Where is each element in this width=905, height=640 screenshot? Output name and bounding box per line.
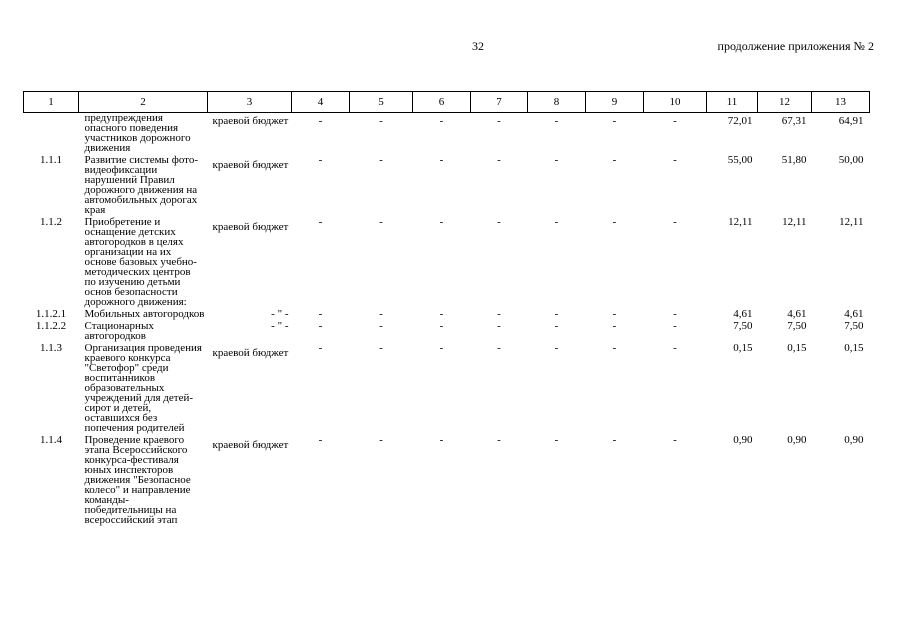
table-row <box>24 341 870 433</box>
cell-col9: - <box>612 308 617 320</box>
item-number: 1.1.2 <box>40 216 62 228</box>
continuation-label: продолжение приложения № 2 <box>717 39 874 53</box>
value-col13: 50,00 <box>838 154 864 166</box>
funding-source: - " - <box>271 308 289 320</box>
value-col12: 0,15 <box>787 342 807 354</box>
value-col11: 7,50 <box>733 320 753 332</box>
cell-col9: - <box>612 320 617 332</box>
item-number: 1.1.2.1 <box>35 308 67 320</box>
column-header: 10 <box>644 92 707 113</box>
cell-col6: - <box>439 154 444 166</box>
cell-col7: - <box>497 154 501 166</box>
table-row <box>24 215 870 307</box>
cell-col5: - <box>379 434 383 446</box>
value-col13: 12,11 <box>839 216 864 228</box>
cell-col6: - <box>439 308 444 320</box>
cell-col7: - <box>497 308 501 320</box>
column-header: 8 <box>528 92 586 113</box>
item-description: Приобретение и оснащение детских автогородков в целях организации на их основе базовых учебно-методических центров по изучению детьми основ безопасности дорожного движения: <box>84 216 197 308</box>
value-col11: 12,11 <box>728 216 753 228</box>
item-description: Мобильных автогородков <box>84 308 205 320</box>
cell-col9: - <box>612 216 617 228</box>
column-header: 4 <box>292 92 350 113</box>
table-row <box>24 113 870 154</box>
value-col11: 0,15 <box>733 342 753 354</box>
value-col12: 4,61 <box>787 308 807 320</box>
cell-col7: - <box>497 320 501 332</box>
table-row <box>24 307 870 319</box>
column-header: 7 <box>471 92 528 113</box>
column-header: 13 <box>812 92 870 113</box>
column-header: 9 <box>586 92 644 113</box>
cell-col7: - <box>497 216 501 228</box>
column-header: 6 <box>413 92 471 113</box>
cell-col10: - <box>673 342 677 354</box>
item-number: 1.1.1 <box>40 154 62 166</box>
column-header: 2 <box>79 92 208 113</box>
value-col12: 0,90 <box>787 434 807 446</box>
cell-col6: - <box>439 342 444 354</box>
column-header: 12 <box>758 92 812 113</box>
cell-col7: - <box>497 115 501 127</box>
cell-col4: - <box>318 342 323 354</box>
cell-col4: - <box>318 154 323 166</box>
cell-col6: - <box>439 115 444 127</box>
table-row <box>24 153 870 215</box>
value-col13: 0,15 <box>844 342 864 354</box>
item-number: 1.1.3 <box>40 342 62 354</box>
funding-source: краевой бюджет <box>212 439 289 451</box>
table-row <box>24 319 870 341</box>
item-number: 1.1.2.2 <box>35 320 67 332</box>
table-row <box>24 433 870 525</box>
column-number-row <box>24 92 870 113</box>
cell-col8: - <box>554 320 559 332</box>
cell-col5: - <box>379 115 383 127</box>
funding-source: краевой бюджет <box>212 221 289 233</box>
cell-col7: - <box>497 342 501 354</box>
funding-source: - " - <box>271 320 289 332</box>
cell-col7: - <box>497 434 501 446</box>
cell-col5: - <box>379 216 383 228</box>
cell-col10: - <box>673 154 677 166</box>
value-col13: 7,50 <box>844 320 864 332</box>
cell-col8: - <box>554 434 559 446</box>
item-number: 1.1.4 <box>40 434 62 446</box>
item-description: Проведение краевого этапа Всероссийского конкурса-фестиваля юных инспекторов движения "Безопасное колесо" и направление команды-победительницы на всероссийский этап <box>84 434 191 526</box>
column-header: 1 <box>24 92 79 113</box>
value-col13: 4,61 <box>844 308 864 320</box>
cell-col6: - <box>439 434 444 446</box>
column-header: 11 <box>707 92 758 113</box>
budget-table <box>23 91 870 525</box>
value-col11: 72,01 <box>727 115 753 127</box>
funding-source: краевой бюджет <box>212 159 289 171</box>
cell-col5: - <box>379 308 383 320</box>
value-col12: 67,31 <box>781 115 807 127</box>
cell-col8: - <box>554 216 559 228</box>
cell-col5: - <box>379 154 383 166</box>
value-col11: 4,61 <box>733 308 753 320</box>
cell-col10: - <box>673 115 677 127</box>
funding-source: краевой бюджет <box>212 347 289 359</box>
column-header: 3 <box>208 92 292 113</box>
value-col11: 0,90 <box>733 434 753 446</box>
cell-col8: - <box>554 308 559 320</box>
cell-col8: - <box>554 154 559 166</box>
cell-col9: - <box>612 115 617 127</box>
cell-col4: - <box>318 320 323 332</box>
cell-col6: - <box>439 216 444 228</box>
value-col12: 7,50 <box>787 320 807 332</box>
cell-col5: - <box>379 342 383 354</box>
cell-col4: - <box>318 308 323 320</box>
cell-col9: - <box>612 434 617 446</box>
cell-col4: - <box>318 216 323 228</box>
cell-col9: - <box>612 154 617 166</box>
item-description: Организация проведения краевого конкурса "Светофор" среди воспитанников образовательных учреждений для детей-сирот и детей, оставшихся без попечения родителей <box>84 342 202 434</box>
value-col11: 55,00 <box>727 154 753 166</box>
cell-col10: - <box>673 434 677 446</box>
cell-col9: - <box>612 342 617 354</box>
funding-source: краевой бюджет <box>212 115 289 127</box>
cell-col8: - <box>554 342 559 354</box>
cell-col4: - <box>318 434 323 446</box>
cell-col10: - <box>673 308 677 320</box>
page-number: 32 <box>472 39 484 53</box>
item-number <box>24 113 79 154</box>
item-description: Стационарных автогородков <box>84 320 154 342</box>
cell-col6: - <box>439 320 444 332</box>
item-description: предупреждения опасного поведения участников дорожного движения <box>84 112 191 154</box>
cell-col8: - <box>554 115 559 127</box>
cell-col4: - <box>318 115 323 127</box>
value-col13: 0,90 <box>844 434 864 446</box>
value-col13: 64,91 <box>838 115 864 127</box>
cell-col10: - <box>673 216 677 228</box>
value-col12: 12,11 <box>782 216 807 228</box>
column-header: 5 <box>350 92 413 113</box>
item-description: Развитие системы фото-видеофиксации нарушений Правил дорожного движения на автомобильных дорогах края <box>84 154 199 216</box>
cell-col10: - <box>673 320 677 332</box>
value-col12: 51,80 <box>781 154 807 166</box>
cell-col5: - <box>379 320 383 332</box>
